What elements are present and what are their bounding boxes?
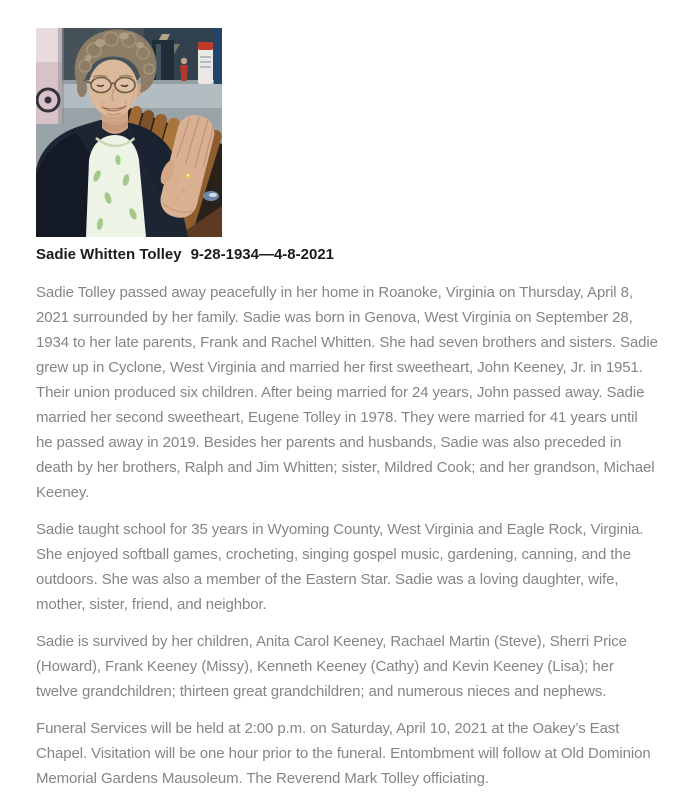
life-dates: 9-28-1934—4-8-2021: [190, 246, 335, 263]
obituary-paragraph-services: Funeral Services will be held at 2:00 p.m. on Saturday, April 10, 2021 at the Oakey’s East Chapel. Visitation will be one hour prior to the funeral. Entombment will follow at Old Dominion Memorial Gardens Mausoleum. The Reverend Mark Tolley officiating.: [36, 720, 651, 787]
obituary-paragraph-career: Sadie taught school for 35 years in Wyoming County, West Virginia and Eagle Rock, Virginia. She enjoyed softball games, crocheting, singing gospel music, gardening, canning, and the outdoors. She was also a member of the Eastern Star. Sadie was a loving daughter, wife, mother, sister, friend, and neighbor.: [36, 521, 644, 613]
obituary-paragraph-life: Sadie Tolley passed away peacefully in her home in Roanoke, Virginia on Thursday, April 8, 2021 surrounded by her family. Sadie was born in Genova, West Virginia on September 28, 1934 to her late parents, Frank and Rachel Whitten. She had seven brothers and sisters. Sadie grew up in Cyclone, West Virginia and married her first sweetheart, John Keeney, Jr. in 1951. Their union produced six children. After being married for 24 years, John passed away. Sadie married her second sweetheart, Eugene Tolley in 1978. They were married for 41 years until he passed away in 2019. Besides her parents and husbands, Sadie was also preceded in death by her brothers, Ralph and Jim Whitten; sister, Mildred Cook; and her grandson, Michael Keeney.: [36, 284, 658, 501]
deceased-name: Sadie Whitten Tolley: [36, 246, 182, 263]
photo-caption: [36, 246, 658, 263]
obituary-paragraph-survivors: Sadie is survived by her children, Anita Carol Keeney, Rachael Martin (Steve), Sherri Price (Howard), Frank Keeney (Missy), Kenneth Keeney (Cathy) and Kevin Keeney (Lisa); her twelve grandchildren; thirteen great grandchildren; and numerous nieces and nephews.: [36, 633, 627, 700]
portrait-photo: [36, 28, 222, 237]
portrait-photo-illustration: [36, 28, 222, 237]
